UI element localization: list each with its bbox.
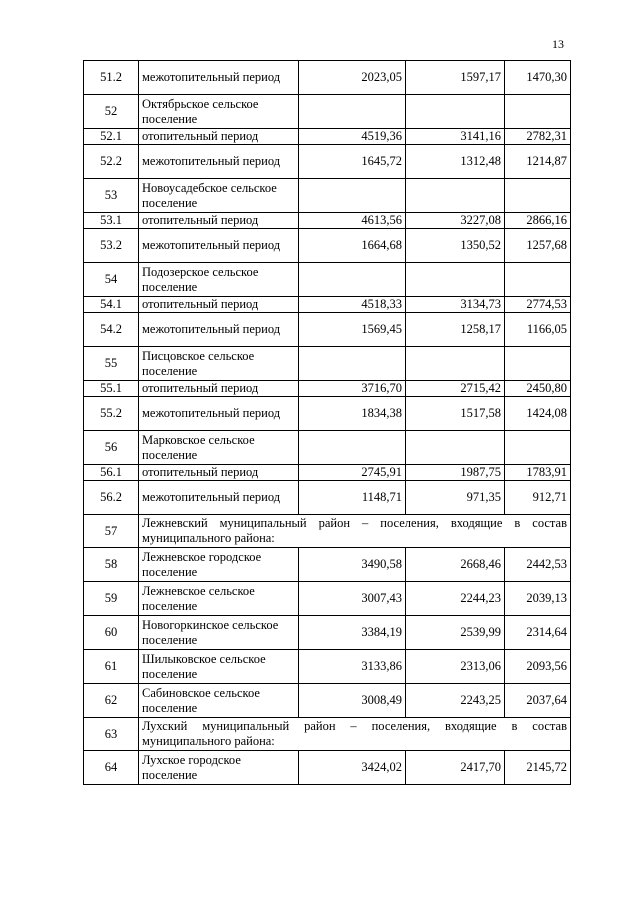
tariff-value-1 xyxy=(299,95,406,129)
tariff-value-3: 2866,16 xyxy=(505,213,571,229)
settlement-name: Лежневское сельское поселение xyxy=(139,582,299,616)
tariff-value-1 xyxy=(299,347,406,381)
row-number: 53 xyxy=(84,179,139,213)
tariff-value-3: 1257,68 xyxy=(505,229,571,263)
tariff-value-1 xyxy=(299,263,406,297)
tariff-value-2 xyxy=(406,95,505,129)
tariff-value-2: 2313,06 xyxy=(406,650,505,684)
settlement-name: отопительный период xyxy=(139,129,299,145)
settlement-name: Новоусадебское сельское поселение xyxy=(139,179,299,213)
table-row xyxy=(84,718,571,751)
table-row xyxy=(84,347,571,381)
settlement-name: Лухское городское поселение xyxy=(139,751,299,785)
tariff-value-3: 2314,64 xyxy=(505,616,571,650)
tariff-value-1: 3716,70 xyxy=(299,381,406,397)
row-number: 54.1 xyxy=(84,297,139,313)
table-row xyxy=(84,179,571,213)
table-row xyxy=(84,397,571,431)
tariff-value-1 xyxy=(299,179,406,213)
row-number: 55.1 xyxy=(84,381,139,397)
tariff-value-2: 1350,52 xyxy=(406,229,505,263)
table-row xyxy=(84,381,571,397)
row-number: 53.2 xyxy=(84,229,139,263)
tariff-value-3: 2782,31 xyxy=(505,129,571,145)
tariff-value-2: 1517,58 xyxy=(406,397,505,431)
table-row xyxy=(84,213,571,229)
tariff-value-3: 1783,91 xyxy=(505,465,571,481)
row-number: 52.2 xyxy=(84,145,139,179)
settlement-name: межотопительный период xyxy=(139,61,299,95)
tariff-value-3: 2037,64 xyxy=(505,684,571,718)
tariff-value-3: 1470,30 xyxy=(505,61,571,95)
table-row xyxy=(84,515,571,548)
row-number: 53.1 xyxy=(84,213,139,229)
row-number: 55 xyxy=(84,347,139,381)
tariff-value-3 xyxy=(505,347,571,381)
settlement-name: отопительный период xyxy=(139,213,299,229)
tariff-value-3: 2450,80 xyxy=(505,381,571,397)
tariff-value-2: 2715,42 xyxy=(406,381,505,397)
settlement-name: межотопительный период xyxy=(139,229,299,263)
tariff-value-2 xyxy=(406,179,505,213)
page-number: 13 xyxy=(552,37,564,51)
tariff-value-1: 1645,72 xyxy=(299,145,406,179)
settlement-name: Писцовское сельское поселение xyxy=(139,347,299,381)
table-row xyxy=(84,650,571,684)
tariff-value-1: 4518,33 xyxy=(299,297,406,313)
tariff-value-1: 3007,43 xyxy=(299,582,406,616)
table-row xyxy=(84,95,571,129)
settlement-name: Шилыковское сельское поселение xyxy=(139,650,299,684)
tariff-value-1: 3424,02 xyxy=(299,751,406,785)
row-number: 52 xyxy=(84,95,139,129)
table-row xyxy=(84,229,571,263)
tariff-value-3 xyxy=(505,431,571,465)
row-number: 59 xyxy=(84,582,139,616)
tariff-value-3: 2145,72 xyxy=(505,751,571,785)
tariff-value-2: 3134,73 xyxy=(406,297,505,313)
tariff-value-2: 1597,17 xyxy=(406,61,505,95)
row-number: 56.1 xyxy=(84,465,139,481)
row-number: 57 xyxy=(84,515,139,548)
district-group-title: Лухский муниципальный район – поселения, входящие в состав муниципального района: xyxy=(139,718,571,751)
settlement-name: отопительный период xyxy=(139,381,299,397)
table-row xyxy=(84,465,571,481)
table-row xyxy=(84,431,571,465)
table-row xyxy=(84,129,571,145)
tariff-value-2: 3227,08 xyxy=(406,213,505,229)
row-number: 56.2 xyxy=(84,481,139,515)
tariff-value-1 xyxy=(299,431,406,465)
tariff-value-2: 1987,75 xyxy=(406,465,505,481)
tariff-value-3: 912,71 xyxy=(505,481,571,515)
tariff-value-3: 1424,08 xyxy=(505,397,571,431)
tariff-value-2 xyxy=(406,263,505,297)
tariff-value-2: 2539,99 xyxy=(406,616,505,650)
table-row xyxy=(84,616,571,650)
settlement-name: Сабиновское сельское поселение xyxy=(139,684,299,718)
table-row xyxy=(84,297,571,313)
row-number: 54.2 xyxy=(84,313,139,347)
row-number: 55.2 xyxy=(84,397,139,431)
settlement-name: Лежневское городское поселение xyxy=(139,548,299,582)
tariff-value-2: 3141,16 xyxy=(406,129,505,145)
tariff-value-2: 2417,70 xyxy=(406,751,505,785)
row-number: 52.1 xyxy=(84,129,139,145)
tariff-value-2: 971,35 xyxy=(406,481,505,515)
settlement-name: Октябрьское сельское поселение xyxy=(139,95,299,129)
tariff-value-1: 3008,49 xyxy=(299,684,406,718)
tariff-value-2: 2243,25 xyxy=(406,684,505,718)
district-group-title: Лежневский муниципальный район – поселения, входящие в состав муниципального района: xyxy=(139,515,571,548)
tariff-value-3 xyxy=(505,263,571,297)
settlement-name: Новогоркинское сельское поселение xyxy=(139,616,299,650)
settlement-name: Подозерское сельское поселение xyxy=(139,263,299,297)
table-row xyxy=(84,684,571,718)
tariff-value-1: 4613,56 xyxy=(299,213,406,229)
tariff-value-3: 1166,05 xyxy=(505,313,571,347)
tariff-value-2 xyxy=(406,431,505,465)
tariff-value-1: 1569,45 xyxy=(299,313,406,347)
table-row xyxy=(84,313,571,347)
settlement-name: межотопительный период xyxy=(139,397,299,431)
tariff-value-3: 2039,13 xyxy=(505,582,571,616)
settlement-name: отопительный период xyxy=(139,297,299,313)
table-row xyxy=(84,481,571,515)
row-number: 60 xyxy=(84,616,139,650)
tariff-value-1: 1664,68 xyxy=(299,229,406,263)
settlement-name: отопительный период xyxy=(139,465,299,481)
tariff-value-1: 4519,36 xyxy=(299,129,406,145)
tariff-value-1: 3384,19 xyxy=(299,616,406,650)
row-number: 61 xyxy=(84,650,139,684)
tariff-value-3 xyxy=(505,95,571,129)
row-number: 62 xyxy=(84,684,139,718)
settlement-name: межотопительный период xyxy=(139,313,299,347)
settlement-name: Марковское сельское поселение xyxy=(139,431,299,465)
settlement-name: межотопительный период xyxy=(139,145,299,179)
tariff-value-2 xyxy=(406,347,505,381)
tariff-value-1: 3133,86 xyxy=(299,650,406,684)
tariff-table xyxy=(83,60,571,785)
tariff-value-2: 1258,17 xyxy=(406,313,505,347)
tariff-value-3 xyxy=(505,179,571,213)
row-number: 63 xyxy=(84,718,139,751)
row-number: 54 xyxy=(84,263,139,297)
tariff-value-3: 1214,87 xyxy=(505,145,571,179)
row-number: 51.2 xyxy=(84,61,139,95)
table-row xyxy=(84,61,571,95)
tariff-value-1: 3490,58 xyxy=(299,548,406,582)
tariff-value-3: 2093,56 xyxy=(505,650,571,684)
table-row xyxy=(84,548,571,582)
tariff-value-3: 2774,53 xyxy=(505,297,571,313)
settlement-name: межотопительный период xyxy=(139,481,299,515)
tariff-value-1: 1834,38 xyxy=(299,397,406,431)
tariff-value-2: 2668,46 xyxy=(406,548,505,582)
table-row xyxy=(84,263,571,297)
row-number: 56 xyxy=(84,431,139,465)
tariff-value-2: 2244,23 xyxy=(406,582,505,616)
table-row xyxy=(84,582,571,616)
tariff-value-2: 1312,48 xyxy=(406,145,505,179)
tariff-value-1: 2745,91 xyxy=(299,465,406,481)
row-number: 64 xyxy=(84,751,139,785)
table-row xyxy=(84,145,571,179)
table-row xyxy=(84,751,571,785)
tariff-value-1: 2023,05 xyxy=(299,61,406,95)
tariff-value-1: 1148,71 xyxy=(299,481,406,515)
row-number: 58 xyxy=(84,548,139,582)
tariff-value-3: 2442,53 xyxy=(505,548,571,582)
